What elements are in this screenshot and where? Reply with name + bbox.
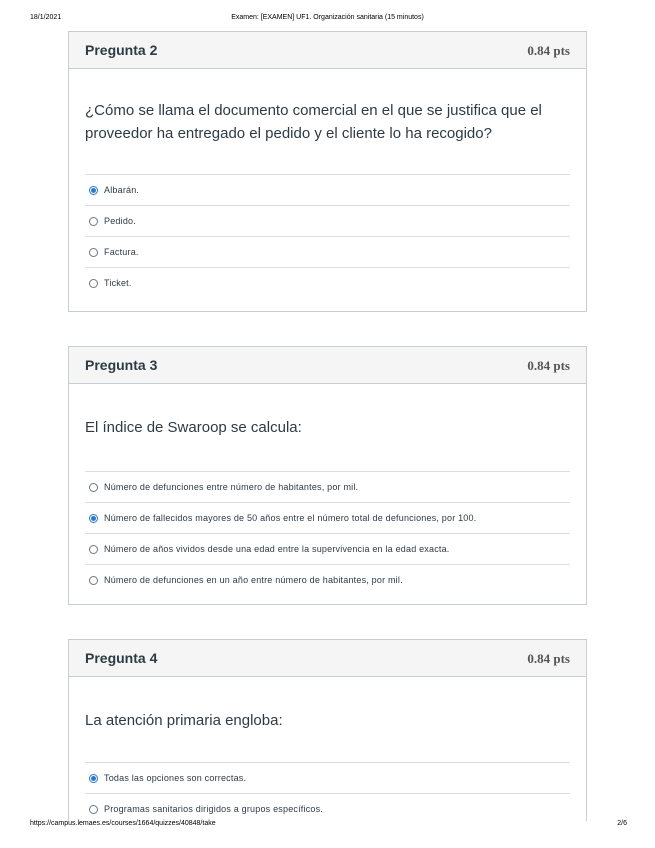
question-text: La atención primaria engloba: [85,712,283,729]
answer-label: Número de defunciones entre número de habitantes, por mil. [104,482,359,492]
radio-button[interactable] [89,805,98,814]
answer-label: Todas las opciones son correctas. [104,773,247,783]
print-footer [0,820,655,832]
print-url: https://campus.lemaes.es/courses/1664/quizzes/40848/take [30,820,216,827]
radio-button[interactable] [89,774,98,783]
answer-option[interactable] [85,762,570,793]
page-number: 2/6 [617,820,627,827]
answer-option[interactable] [85,267,570,298]
question-card [68,639,587,821]
answer-label: Programas sanitarios dirigidos a grupos específicos. [104,804,323,814]
radio-button[interactable] [89,217,98,226]
radio-button[interactable] [89,514,98,523]
question-title: Pregunta 4 [85,650,158,666]
answer-option[interactable] [85,205,570,236]
question-title: Pregunta 3 [85,357,158,373]
answer-label: Número de defunciones en un año entre número de habitantes, por mil. [104,575,403,585]
answer-label: Número de fallecidos mayores de 50 años entre el número total de defunciones, por 100. [104,513,477,523]
radio-button[interactable] [89,545,98,554]
answer-option[interactable] [85,471,570,502]
answer-label: Pedido. [104,216,136,226]
question-points: 0.84 pts [527,358,570,373]
question-card [68,346,587,605]
answer-list [85,174,570,298]
print-date: 18/1/2021 [30,14,62,21]
answer-label: Factura. [104,247,139,257]
radio-button[interactable] [89,576,98,585]
question-header [69,347,586,384]
radio-button[interactable] [89,483,98,492]
question-header [69,640,586,677]
answer-option[interactable] [85,236,570,267]
answer-option[interactable] [85,174,570,205]
radio-button[interactable] [89,186,98,195]
print-header [0,14,655,26]
answer-list [85,471,570,595]
question-points: 0.84 pts [527,43,570,58]
answer-option[interactable] [85,564,570,595]
question-text: El índice de Swaroop se calcula: [85,419,302,436]
answer-option[interactable] [85,502,570,533]
answer-list [85,762,570,824]
question-header [69,32,586,69]
question-title: Pregunta 2 [85,42,158,58]
print-title: Examen: [EXAMEN] UF1. Organización sanitaria (15 minutos) [231,14,424,21]
radio-button[interactable] [89,248,98,257]
question-card [68,31,587,312]
question-points: 0.84 pts [527,651,570,666]
answer-option[interactable] [85,533,570,564]
question-text: ¿Cómo se llama el documento comercial en el que se justifica que el proveedor ha entregado el pedido y el cliente lo ha recogido? [85,102,542,142]
answer-label: Número de años vividos desde una edad entre la supervivencia en la edad exacta. [104,544,450,554]
radio-button[interactable] [89,279,98,288]
answer-label: Ticket. [104,278,132,288]
answer-label: Albarán. [104,185,140,195]
